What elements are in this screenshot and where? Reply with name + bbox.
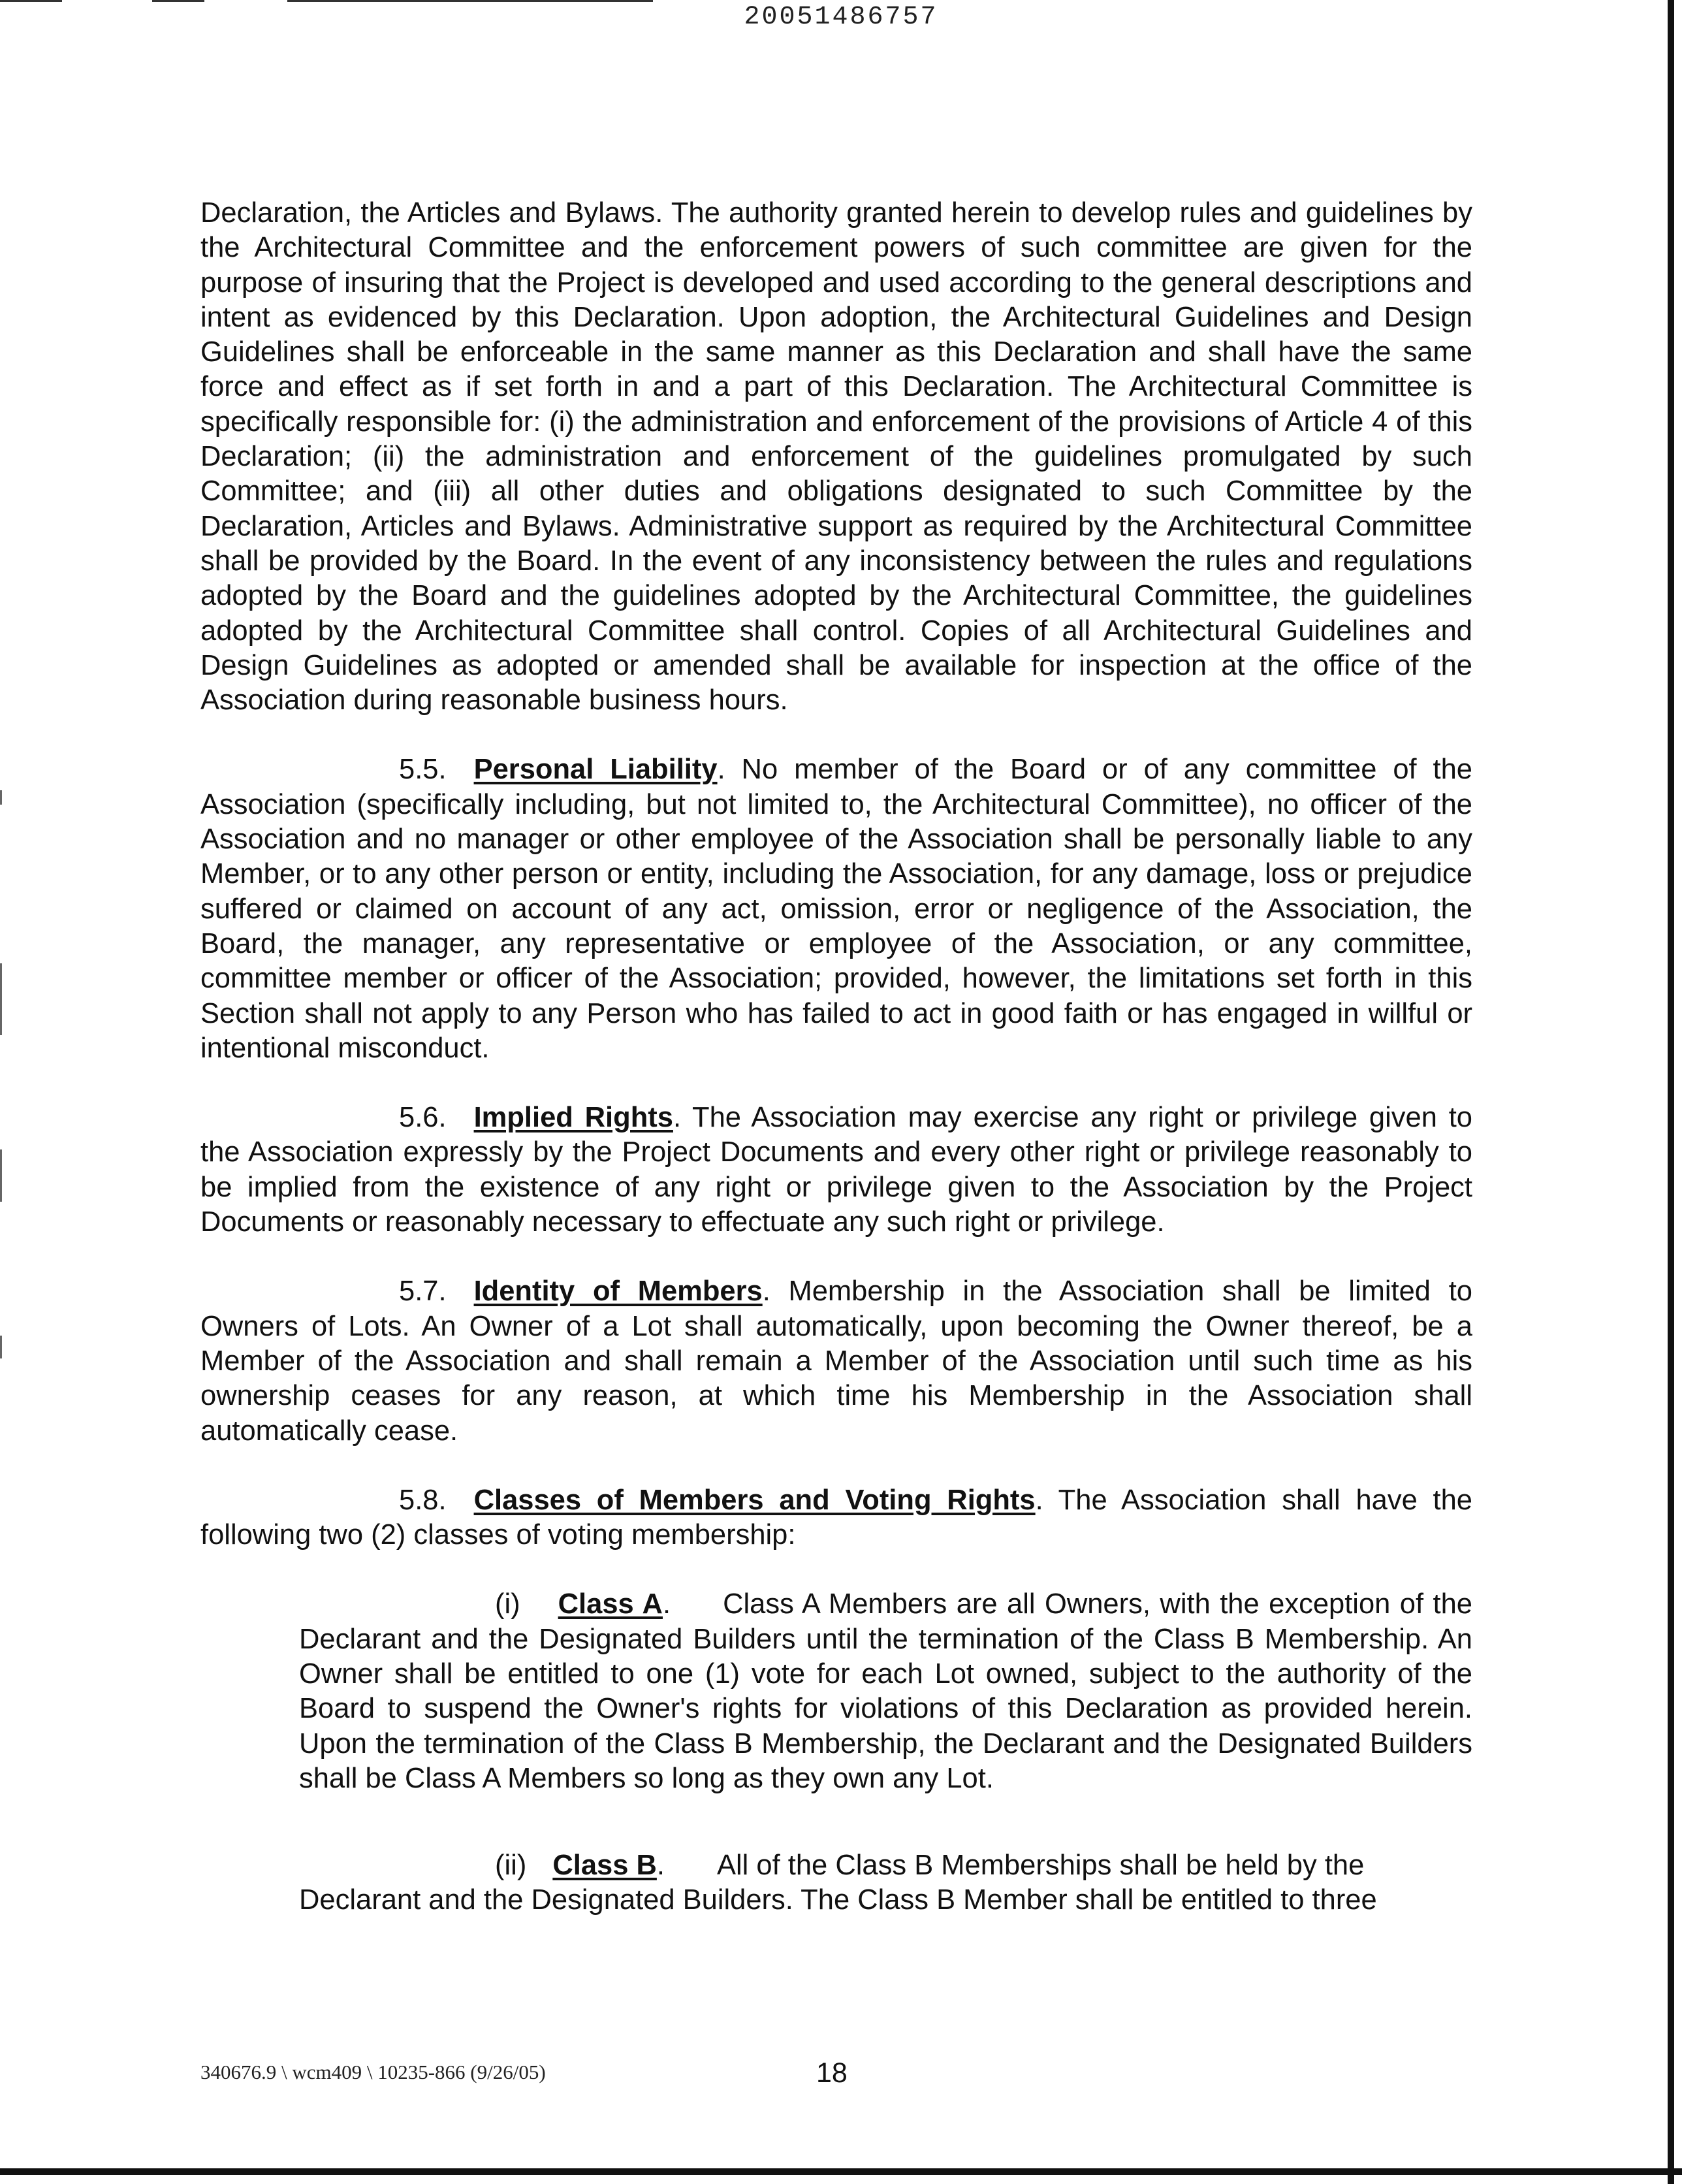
page-body (200, 196, 1472, 1953)
subsection-punct: . (656, 1850, 665, 1882)
section-number: 5.7. (399, 1276, 447, 1308)
section-5-6 (200, 1100, 1472, 1240)
footer-doc-reference: 340676.9 \ wcm409 \ 10235-866 (9/26/05) (200, 2061, 546, 2083)
section-heading: Personal Liability (473, 754, 718, 786)
scan-border-right (1668, 0, 1674, 2184)
subsection-text: All of the Class B Memberships shall be held by the Declarant and the Designated Builders. The Class B Member shall be entitled to three (299, 1850, 1377, 1916)
scan-edge-mark (0, 963, 2, 1035)
section-number: 5.6. (399, 1102, 447, 1134)
paragraph-continuation: Declaration, the Articles and Bylaws. The authority granted herein to develop rules and guidelines by the Architectural Committee and the enforcement powers of such committee are given for the purpose of insuring that the Project is developed and used according to the general descriptions and intent as evidenced by this Declaration. Upon adoption, the Architectural Guidelines and Design Guidelines shall be enforceable in the same manner as this Declaration and shall have the same force and effect as if set forth in and a part of this Declaration. The Architectural Committee is specifically responsible for: (i) the administration and enforcement of the provisions of Article 4 of this Declaration; (ii) the administration and enforcement of the guidelines promulgated by such Committee; and (iii) all other duties and obligations designated to such Committee by the Declaration, Articles and Bylaws. Administrative support as required by the Architectural Committee shall be provided by the Board. In the event of any inconsistency between the rules and regulations adopted by the Board and the guidelines adopted by the Architectural Committee, the guidelines adopted by the Architectural Committee shall control. Copies of all Architectural Guidelines and Design Guidelines as adopted or amended shall be available for inspection at the office of the Association during reasonable business hours. (200, 197, 1472, 716)
subsection-class-a (299, 1587, 1472, 1796)
section-number: 5.8. (399, 1484, 447, 1516)
section-number: 5.5. (399, 754, 447, 786)
section-heading: Identity of Members (473, 1276, 763, 1308)
subsection-number: (i) (495, 1588, 520, 1620)
section-text: . The Association may exercise any right or privilege given to the Association expressly by the Project Documents and every other right or privilege reasonably to be implied from the existence of any right or privilege given to the Association by the Project Documents or reasonably necessary to effectuate any such right or privilege. (200, 1102, 1472, 1238)
section-heading: Implied Rights (473, 1102, 673, 1134)
subsection-punct: . (662, 1588, 671, 1620)
section-heading: Classes of Members and Voting Rights (473, 1484, 1036, 1516)
subsection-text: Class A Members are all Owners, with the exception of the Declarant and the Designated Builders until the termination of the Class B Membership. An Owner shall be entitled to one (1) vote for each Lot owned, subject to the authority of the Board to suspend the Owner's rights for violations of this Declaration as provided herein. Upon the termination of the Class B Membership, the Declarant and the Designated Builders shall be Class A Members so long as they own any Lot. (299, 1588, 1472, 1794)
scan-edge-mark (0, 790, 2, 805)
scan-edge-mark (0, 1336, 2, 1358)
subsection-heading: Class B (552, 1850, 657, 1882)
scan-edge-mark (0, 1149, 2, 1202)
section-5-8 (200, 1483, 1472, 1553)
section-text: . No member of the Board or of any committee of the Association (specifically including, but not limited to, the Architectural Committee), no officer of the Association and no manager or other employee of the Association shall be personally liable to any Member, or to any other person or entity, including the Association, for any damage, loss or prejudice suffered or claimed on account of any act, omission, error or negligence of the Association, the Board, the manager, any representative or employee of the Association, or any committee, committee member or officer of the Association; provided, however, the limitations set forth in this Section shall not apply to any Person who has failed to act in good faith or has engaged in willful or intentional misconduct. (200, 754, 1472, 1064)
document-id-stamp: 20051486757 (744, 3, 938, 32)
subsection-number: (ii) (495, 1850, 527, 1882)
section-5-7 (200, 1274, 1472, 1448)
scan-edge-rule (152, 0, 204, 2)
section-5-5 (200, 752, 1472, 1066)
scan-edge-rule (0, 0, 62, 2)
subsection-heading: Class A (558, 1588, 663, 1620)
section-text: . The Association shall have the following two (2) classes of voting membership: (200, 1484, 1473, 1551)
page-number: 18 (816, 2057, 848, 2089)
scan-border-bottom (0, 2168, 1682, 2175)
subsection-class-b (299, 1848, 1472, 1918)
scan-edge-rule (287, 0, 653, 2)
section-text: . Membership in the Association shall be limited to Owners of Lots. An Owner of a Lot shall automatically, upon becoming the Owner thereof, be a Member of the Association and shall remain a Member of the Association until such time as his ownership ceases for any reason, at which time his Membership in the Association shall automatically cease. (200, 1276, 1472, 1447)
